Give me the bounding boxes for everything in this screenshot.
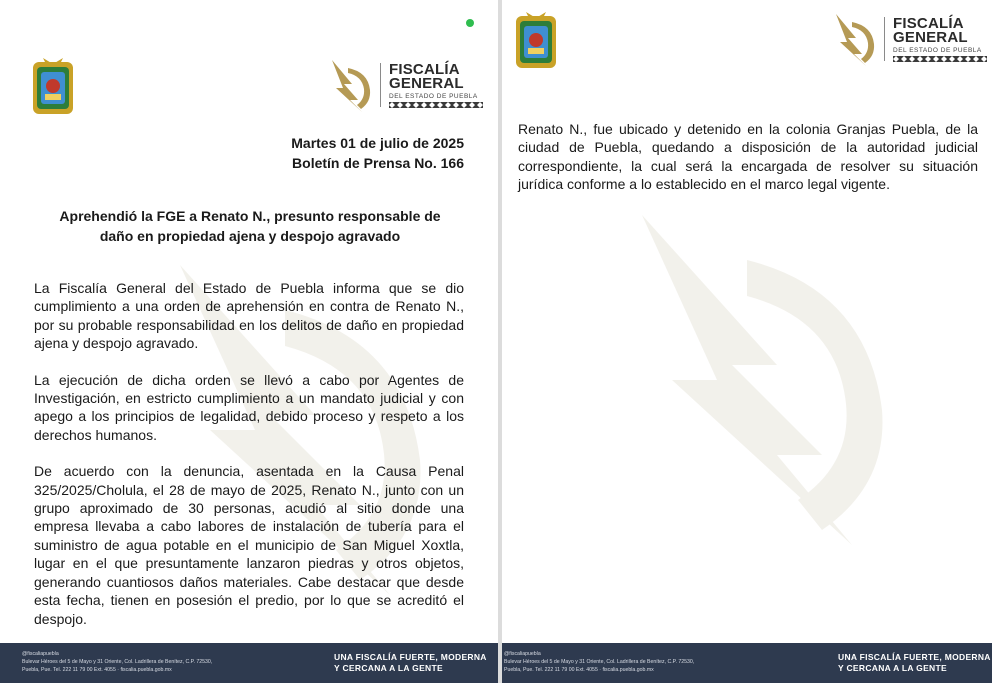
body-paragraph-3: De acuerdo con la denuncia, asentada en la Causa Penal 325/2025/Cholula, el 28 de mayo de 2025, Renato N., junto con un grupo aproximado de 30 personas, acudió al sitio donde una empresa llevaba a cabo labores de instalación de tubería para el suministro de agua potable en el municipio de San Miguel Xoxtla, lugar en el que presuntamente lanzaron piedras y otros objetos, generando cuantiosos daños materiales. Cabe destacar que desde esta fecha, tienen en posesión el predio, por lo que se acreditó el despojo. [34, 463, 464, 627]
brand-title-line1: FISCALÍA [389, 60, 460, 78]
slogan-line2: Y CERCANA A LA GENTE [334, 663, 443, 673]
continuation-paragraph: Renato N., fue ubicado y detenido en la colonia Granjas Puebla, de la ciudad de Puebla, quedando a disposición de la autoridad judicial correspondiente, la cual será la encargada de resolver su situación jurídica conforme a lo establecido en el marco legal vigente. [518, 121, 978, 193]
footer-address: Bulevar Héroes del 5 de Mayo y 31 Oriente, Col. Ladrillera de Benítez, C.P. 72530, [22, 659, 213, 665]
footer-slogan [838, 652, 991, 674]
brand-title-line2: GENERAL [893, 28, 968, 46]
footer-handle: @fiscaliapuebla [22, 651, 59, 657]
fiscalia-head-icon [328, 56, 374, 114]
brand-separator [380, 63, 381, 107]
status-dot-icon [466, 19, 474, 27]
slogan-line1: UNA FISCALÍA FUERTE, MODERNA [838, 652, 991, 662]
fiscalia-brand-logo [832, 10, 987, 68]
bulletin-body [34, 279, 464, 646]
brand-subtitle: DEL ESTADO DE PUEBLA [893, 46, 982, 54]
brand-separator [884, 17, 885, 61]
puebla-crest-icon [29, 56, 77, 120]
footer-contact [22, 650, 212, 674]
slogan-line1: UNA FISCALÍA FUERTE, MODERNA [334, 652, 487, 662]
footer-handle: @fiscaliapuebla [504, 651, 541, 657]
fiscalia-watermark-icon [612, 200, 912, 560]
footer-address: Bulevar Héroes del 5 de Mayo y 31 Oriente, Col. Ladrillera de Benítez, C.P. 72530, [504, 659, 695, 665]
document-page-2 [502, 0, 992, 683]
footer-phone: Puebla, Pue. Tel. 222 11 79 00 Ext. 4055 · fiscalia.puebla.gob.mx [22, 667, 172, 673]
brand-pattern-icon [893, 56, 987, 62]
date-block [291, 133, 464, 173]
page-footer [502, 643, 992, 683]
fiscalia-head-icon [832, 10, 878, 68]
brand-pattern-icon [389, 102, 483, 108]
footer-slogan [334, 652, 487, 674]
brand-subtitle: DEL ESTADO DE PUEBLA [389, 92, 478, 100]
headline-line2: daño en propiedad ajena y despojo agravado [99, 228, 401, 244]
slogan-line2: Y CERCANA A LA GENTE [838, 663, 947, 673]
brand-title-line1: FISCALÍA [893, 14, 964, 32]
bulletin-number: Boletín de Prensa No. 166 [292, 155, 464, 171]
page-footer [0, 643, 498, 683]
bulletin-date: Martes 01 de julio de 2025 [291, 135, 464, 151]
bulletin-headline [40, 206, 460, 246]
puebla-crest-icon [512, 10, 560, 74]
body-paragraph-1: La Fiscalía General del Estado de Puebla informa que se dio cumplimiento a una orden de aprehensión en contra de Renato N., por su probable responsabilidad en los delitos de daño en propiedad ajena y despojo agravado. [34, 280, 464, 352]
footer-phone: Puebla, Pue. Tel. 222 11 79 00 Ext. 4055 · fiscalia.puebla.gob.mx [504, 667, 654, 673]
brand-title-line2: GENERAL [389, 74, 464, 92]
footer-contact [504, 650, 694, 674]
fiscalia-brand-logo [328, 56, 483, 114]
headline-line1: Aprehendió la FGE a Renato N., presunto responsable de [59, 208, 441, 224]
body-paragraph-2: La ejecución de dicha orden se llevó a cabo por Agentes de Investigación, en estricto cumplimiento a un mandato judicial y con apego a los principios de legalidad, debido proceso y respeto a los derechos humanos. [34, 371, 464, 443]
